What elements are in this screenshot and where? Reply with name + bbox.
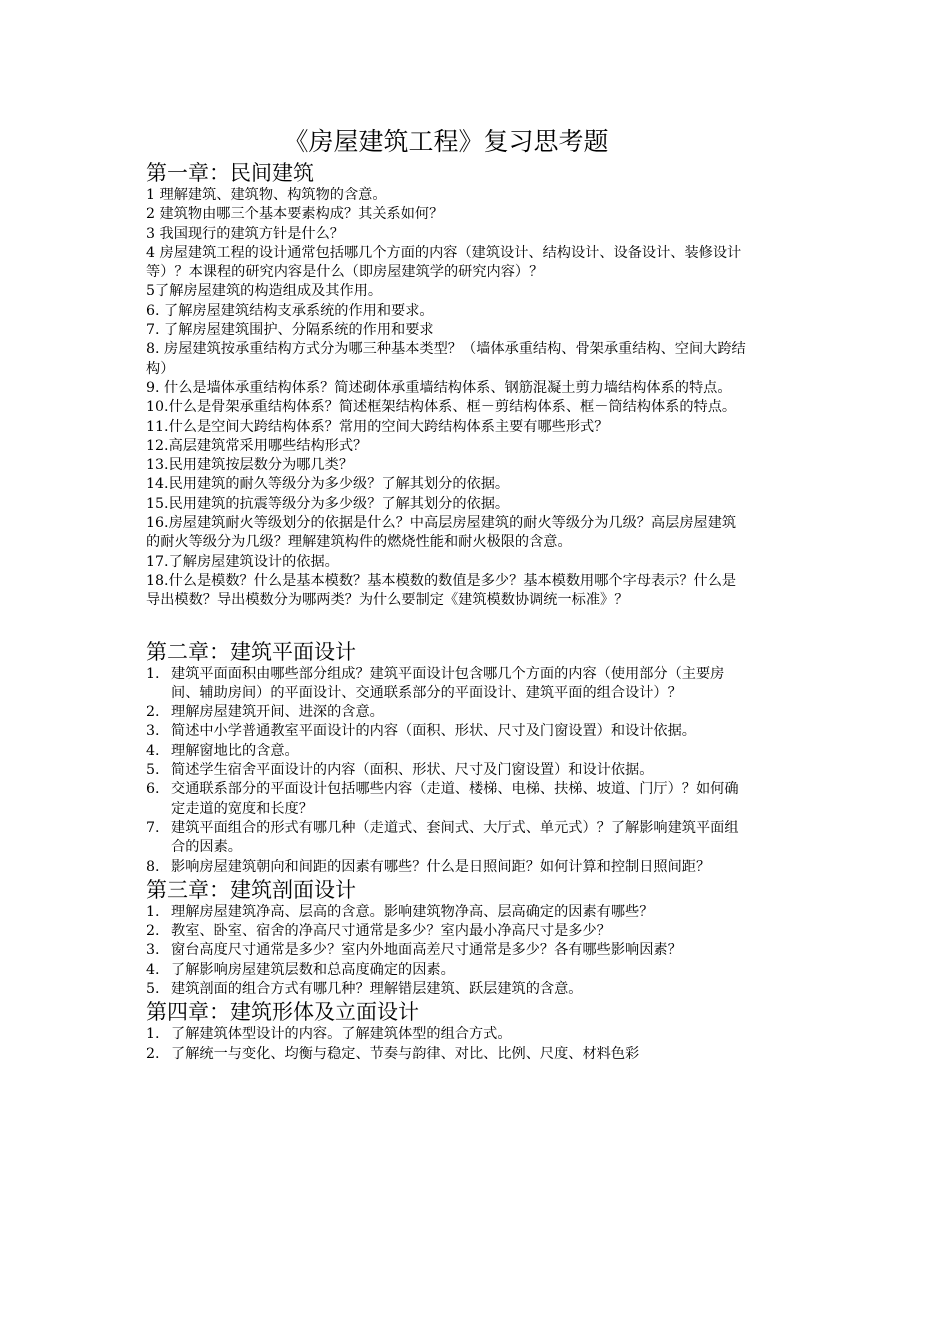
item-number: 6. — [146, 781, 160, 798]
item-number: 1. — [146, 1026, 160, 1043]
item-number: 5. — [146, 980, 160, 997]
list-item — [146, 761, 746, 780]
list-item — [146, 903, 746, 922]
item-text: 简述中小学普通教室平面设计的内容（面积、形状、尺寸及门窗设置）和设计依据。 — [171, 723, 696, 740]
chapter-3-list — [146, 903, 746, 999]
list-item — [146, 742, 746, 761]
item-number: 5. — [146, 762, 160, 779]
chapter-2-list — [146, 665, 746, 877]
list-item: 11.什么是空间大跨结构体系？常用的空间大跨结构体系主要有哪些形式？ — [146, 418, 609, 435]
list-item — [146, 1025, 746, 1044]
list-item — [146, 819, 746, 858]
list-item: 6. 了解房屋建筑结构支承系统的作用和要求。 — [146, 302, 434, 319]
chapter-4-heading: 第四章：建筑形体及立面设计 — [146, 1000, 419, 1025]
chapter-1-heading: 第一章：民间建筑 — [146, 161, 314, 185]
item-text: 建筑平面面积由哪些部分组成？建筑平面设计包含哪几个方面的内容（使用部分（主要房间、辅助房间）的平面设计、交通联系部分的平面设计、建筑平面的组合设计）？ — [171, 665, 725, 701]
item-number: 2. — [146, 1045, 160, 1062]
item-text: 简述学生宿舍平面设计的内容（面积、形状、尺寸及门窗设置）和设计依据。 — [171, 762, 654, 779]
item-text: 影响房屋建筑朝向和间距的因素有哪些？什么是日照间距？如何计算和控制日照间距？ — [171, 858, 711, 875]
list-item: 3 我国现行的建筑方针是什么？ — [146, 225, 344, 242]
list-item — [146, 722, 746, 741]
list-item: 1 理解建筑、建筑物、构筑物的含意。 — [146, 187, 387, 203]
item-number: 4. — [146, 961, 160, 978]
item-text: 建筑剖面的组合方式有哪几种？理解错层建筑、跃层建筑的含意。 — [171, 980, 583, 997]
list-item: 2 建筑物由哪三个基本要素构成？其关系如何？ — [146, 206, 444, 223]
list-item: 10.什么是骨架承重结构体系？简述框架结构体系、框－剪结构体系、框－筒结构体系的特点。 — [146, 399, 737, 416]
document-title: 《房屋建筑工程》复习思考题 — [283, 127, 609, 156]
document-page — [146, 124, 746, 1064]
list-item: 7. 了解房屋建筑围护、分隔系统的作用和要求 — [146, 322, 434, 339]
list-item — [146, 961, 746, 980]
item-text: 建筑平面组合的形式有哪几种（走道式、套间式、大厅式、单元式）？了解影响建筑平面组合的因素。 — [171, 819, 739, 856]
chapter-3-heading: 第三章：建筑剖面设计 — [146, 877, 356, 902]
list-item: 4 房屋建筑工程的设计通常包括哪几个方面的内容（建筑设计、结构设计、设备设计、装修设计等）？本课程的研究内容是什么（即房屋建筑学的研究内容）？ — [146, 244, 742, 281]
item-text: 了解统一与变化、均衡与稳定、节奏与韵律、对比、比例、尺度、材料色彩 — [171, 1045, 640, 1062]
list-item — [146, 941, 746, 960]
chapter-4-list — [146, 1025, 746, 1064]
list-item: 16.房屋建筑耐火等级划分的依据是什么？中高层房屋建筑的耐火等级分为几级？高层房屋建筑的耐火等级分为几级？理解建筑构件的燃烧性能和耐火极限的含意。 — [146, 515, 737, 551]
item-text: 理解房屋建筑净高、层高的含意。影响建筑物净高、层高确定的因素有哪些？ — [171, 903, 654, 920]
item-text: 了解影响房屋建筑层数和总高度确定的因素。 — [171, 961, 455, 978]
item-number: 8. — [146, 858, 160, 875]
item-number: 3. — [146, 723, 160, 740]
list-item — [146, 780, 746, 819]
list-item — [146, 858, 746, 877]
list-item: 14.民用建筑的耐久等级分为多少级？了解其划分的依据。 — [146, 476, 510, 493]
item-text: 理解窗地比的含意。 — [171, 742, 299, 759]
item-text: 交通联系部分的平面设计包括哪些内容（走道、楼梯、电梯、扶梯、坡道、门厅）？如何确定走道的宽度和长度？ — [171, 781, 739, 817]
item-number: 7. — [146, 819, 160, 836]
item-text: 教室、卧室、宿舍的净高尺寸通常是多少？室内最小净高尺寸是多少？ — [171, 923, 611, 940]
list-item: 12.高层建筑常采用哪些结构形式？ — [146, 437, 368, 454]
item-number: 4. — [146, 742, 160, 759]
list-item: 18.什么是模数？什么是基本模数？基本模数的数值是多少？基本模数用哪个字母表示？什么是导出模数？导出模数分为哪两类？为什么要制定《建筑模数协调统一标准》？ — [146, 572, 737, 609]
list-item — [146, 922, 746, 941]
list-item: 17.了解房屋建筑设计的依据。 — [146, 553, 339, 570]
item-number: 3. — [146, 942, 160, 959]
chapter-2-heading: 第二章：建筑平面设计 — [146, 639, 356, 664]
item-number: 1. — [146, 665, 160, 682]
item-text: 理解房屋建筑开间、进深的含意。 — [171, 704, 384, 721]
item-text: 窗台高度尺寸通常是多少？室内外地面高差尺寸通常是多少？各有哪些影响因素？ — [171, 942, 682, 959]
list-item: 15.民用建筑的抗震等级分为多少级？了解其划分的依据。 — [146, 495, 510, 512]
item-number: 2. — [146, 704, 160, 721]
item-number: 1. — [146, 903, 160, 920]
list-item: 5了解房屋建筑的构造组成及其作用。 — [146, 283, 383, 300]
item-number: 2. — [146, 923, 160, 940]
chapter-1-list — [146, 186, 746, 611]
list-item: 8. 房屋建筑按承重结构方式分为哪三种基本类型？（墙体承重结构、骨架承重结构、空间大跨结构） — [146, 341, 746, 377]
list-item: 13.民用建筑按层数分为哪几类？ — [146, 457, 354, 474]
item-text: 了解建筑体型设计的内容。了解建筑体型的组合方式。 — [171, 1026, 512, 1043]
list-item — [146, 665, 746, 704]
list-item: 9. 什么是墙体承重结构体系？简述砌体承重墙结构体系、钢筋混凝土剪力墙结构体系的特点。 — [146, 379, 732, 396]
list-item — [146, 703, 746, 722]
list-item — [146, 1045, 746, 1064]
list-item — [146, 980, 746, 999]
